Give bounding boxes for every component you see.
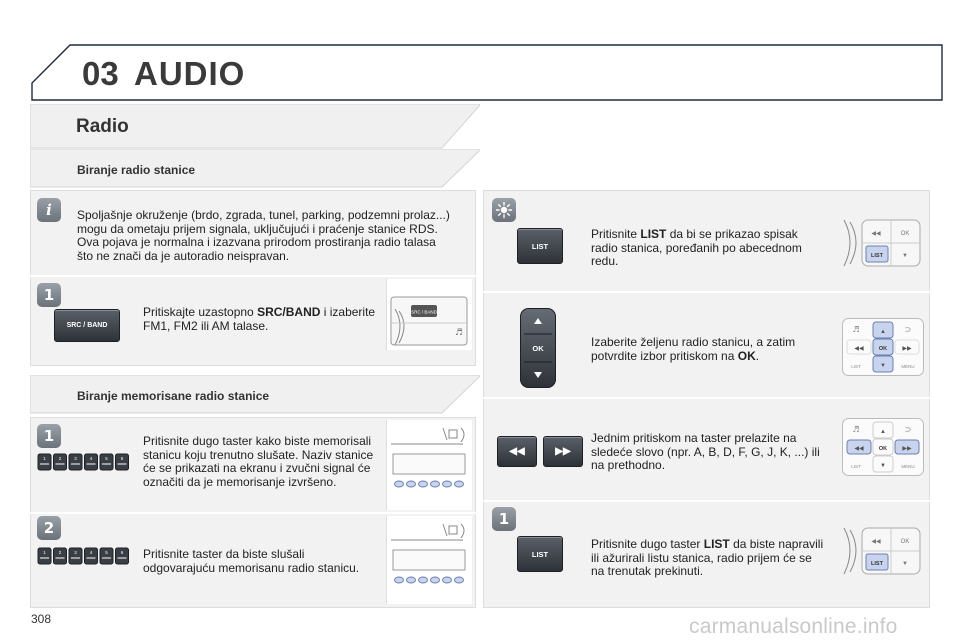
- svg-text:OK: OK: [532, 344, 544, 353]
- rewind-icon: ◀◀: [509, 446, 525, 457]
- preset-button-4[interactable]: [85, 548, 98, 564]
- mem-step-2-badge: 2: [37, 516, 61, 540]
- radio-panel-thumbnail: [386, 279, 472, 350]
- mem-step-1-badge: 1: [37, 424, 61, 448]
- svg-text:4: 4: [89, 550, 93, 555]
- preset-button-3[interactable]: [69, 454, 82, 470]
- svg-text:◀◀: ◀◀: [854, 446, 864, 452]
- svg-text:⊃: ⊃: [904, 425, 912, 434]
- svg-text:◀◀: ◀◀: [871, 231, 881, 237]
- list-long-press-button[interactable]: LIST: [517, 536, 563, 572]
- svg-text:▲: ▲: [880, 429, 886, 435]
- page-number: 308: [31, 612, 52, 626]
- svg-text:6: 6: [120, 456, 124, 461]
- svg-text:▲: ▲: [880, 329, 886, 335]
- svg-text:♬: ♬: [852, 325, 860, 334]
- preset-button-5[interactable]: [100, 454, 113, 470]
- letter-jump-text: Jednim pritiskom na taster prelazite na sledeće slovo (npr. A, B, D, F, G, J, K, ...) ili na prethodno.: [591, 431, 820, 472]
- list-text: Pritisnite LIST da bi se prikazao spisak radio stanica, poređanih po abecednom redu.: [591, 227, 802, 268]
- ok-pad-thumbnail-1: [842, 318, 924, 376]
- preset-button-2[interactable]: [54, 548, 67, 564]
- preset-button-2[interactable]: [54, 454, 67, 470]
- tip-icon: [492, 198, 516, 222]
- step-1-badge: 1: [37, 283, 61, 307]
- list-button[interactable]: LIST: [517, 228, 563, 264]
- divider: [483, 291, 930, 293]
- svg-text:◀◀: ◀◀: [854, 346, 864, 352]
- svg-text:OK: OK: [878, 346, 888, 352]
- divider: [30, 512, 476, 514]
- svg-text:▶▶: ▶▶: [902, 346, 912, 352]
- presets-thumbnail-1: [386, 420, 472, 510]
- section-title: Radio: [76, 116, 129, 137]
- svg-text:▼: ▼: [902, 253, 908, 259]
- next-letter-button[interactable]: [543, 436, 583, 467]
- svg-text:MENU: MENU: [901, 364, 915, 369]
- svg-text:▶▶: ▶▶: [902, 446, 912, 452]
- divider: [30, 275, 476, 277]
- svg-text:▼: ▼: [902, 561, 908, 567]
- subsection-title-2: Biranje memorisane radio stanice: [77, 389, 270, 403]
- mem-step-2-text: Pritisnite taster da biste slušali odgovarajuću memorisanu radio stanicu.: [143, 547, 360, 575]
- svg-text:5: 5: [105, 550, 108, 555]
- svg-text:♬: ♬: [852, 425, 860, 434]
- svg-text:3: 3: [74, 550, 77, 555]
- preset-button-5[interactable]: [100, 548, 113, 564]
- svg-text:LIST: LIST: [871, 561, 883, 567]
- preset-button-1[interactable]: [38, 454, 51, 470]
- svg-text:▼: ▼: [880, 363, 886, 369]
- ok-up-down-control[interactable]: [520, 308, 556, 388]
- divider: [483, 500, 930, 502]
- svg-text:OK: OK: [900, 539, 910, 545]
- svg-text:♬: ♬: [455, 328, 464, 338]
- svg-text:⊃: ⊃: [904, 325, 912, 334]
- svg-text:LIST: LIST: [871, 253, 883, 259]
- list-step-1-badge: 1: [492, 507, 516, 531]
- svg-text:3: 3: [74, 456, 77, 461]
- svg-text:◀◀: ◀◀: [871, 539, 881, 545]
- presets-thumbnail-2: [386, 516, 472, 604]
- ok-pad-thumbnail-2: [842, 418, 924, 476]
- preset-button-6[interactable]: [116, 454, 129, 470]
- preset-button-4[interactable]: [85, 454, 98, 470]
- step-1-text: Pritiskajte uzastopno SRC/BAND i izaberite FM1, FM2 ili AM talase.: [143, 305, 376, 333]
- src-band-button[interactable]: SRC / BAND: [54, 309, 120, 342]
- fast-forward-icon: ▶▶: [555, 446, 571, 457]
- ok-text: Izaberite željenu radio stanicu, a zatim potvrdite izbor pritiskom na OK.: [591, 335, 796, 363]
- list-key-thumbnail-2: [838, 522, 924, 580]
- preset-button-3[interactable]: [69, 548, 82, 564]
- preset-button-6[interactable]: [116, 548, 129, 564]
- svg-text:4: 4: [89, 456, 93, 461]
- info-text: Spoljašnje okruženje (brdo, zgrada, tunel, parking, podzemni prolaz...) mogu da ometaju prijem signala, uključujući i praćenje stanice RDS. Ova pojava je normalna i izazvana prirodom prostiranja radio talasa što ne znači da je autoradio neispravan.: [77, 208, 450, 263]
- svg-text:5: 5: [105, 456, 108, 461]
- watermark: carmanualsonline.info: [689, 615, 898, 638]
- prev-letter-button[interactable]: [497, 436, 537, 467]
- preset-buttons-row-1[interactable]: [36, 452, 134, 474]
- preset-button-1[interactable]: [38, 548, 51, 564]
- svg-text:▼: ▼: [880, 463, 886, 469]
- chapter-title: AUDIO: [134, 55, 246, 92]
- mem-step-1-text: Pritisnite dugo taster kako biste memorisali stanicu koju trenutno slušate. Naziv stanice će se prikazati na ekranu i zvučni signal će označiti da je memorisanje izvršeno.: [143, 434, 374, 489]
- list-key-thumbnail-1: [838, 214, 924, 272]
- svg-text:MENU: MENU: [901, 464, 915, 469]
- svg-text:6: 6: [120, 550, 124, 555]
- svg-text:1: 1: [43, 550, 46, 555]
- chapter-header: [0, 0, 960, 110]
- svg-text:2: 2: [58, 456, 62, 461]
- list-long-press-text: Pritisnite dugo taster LIST da biste napravili ili ažurirali listu stanica, radio prijem će se na trenutak prekinuti.: [591, 537, 824, 578]
- svg-text:LIST: LIST: [851, 364, 861, 369]
- svg-text:OK: OK: [900, 231, 910, 237]
- svg-text:2: 2: [58, 550, 62, 555]
- svg-text:LIST: LIST: [851, 464, 861, 469]
- svg-text:1: 1: [43, 456, 46, 461]
- svg-text:SRC / BAND: SRC / BAND: [411, 309, 437, 315]
- divider: [483, 397, 930, 399]
- chapter-number: 03: [82, 55, 119, 92]
- info-icon: i: [37, 198, 61, 222]
- svg-text:OK: OK: [878, 446, 888, 452]
- subsection-title-1: Biranje radio stanice: [77, 163, 196, 177]
- preset-buttons-row-2[interactable]: [36, 546, 134, 568]
